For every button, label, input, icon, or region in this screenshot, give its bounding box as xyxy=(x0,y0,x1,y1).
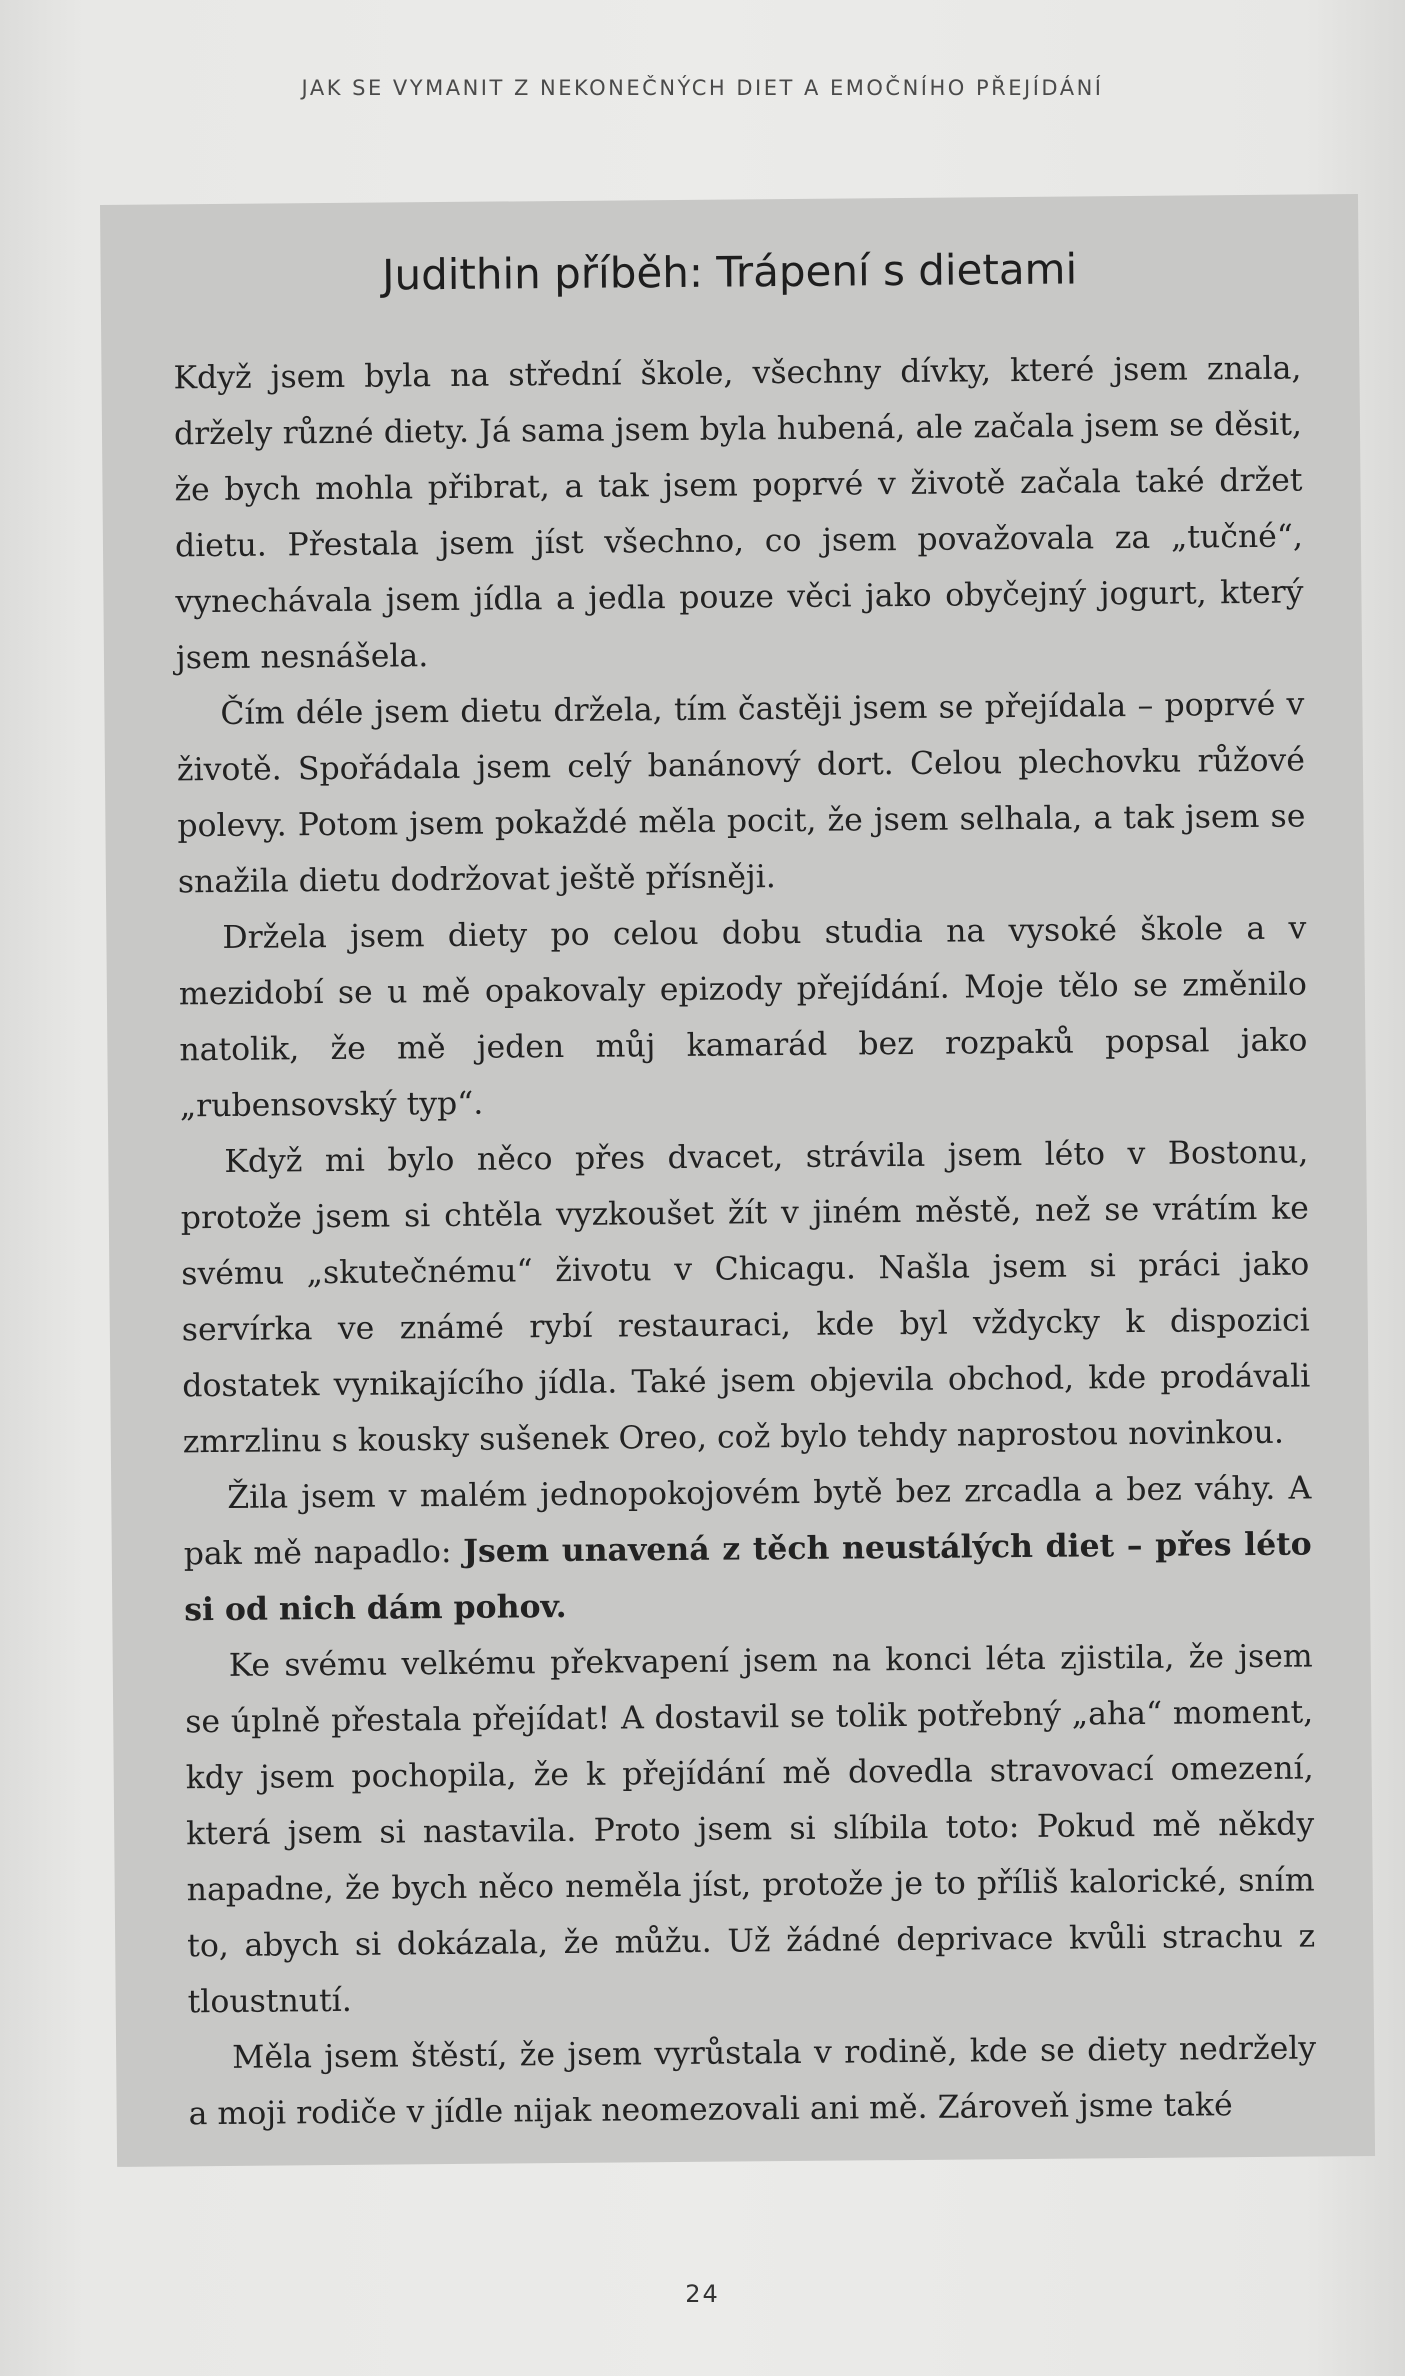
paragraph-5-bold: Jsem unavená z těch neustálých diet – přes léto si od nich dám pohov. xyxy=(184,1525,1312,1629)
box-title: Judithin příběh: Trápení s dietami xyxy=(381,244,1078,300)
box-body xyxy=(173,341,1317,2143)
paragraph-1: Když jsem byla na střední škole, všechny dívky, které jsem znala, držely různé diety. Já sama jsem byla hubená, ale začala jsem se děsit, že bych mohla přibrat, a tak jsem poprvé v životě začala také držet dietu. Přestala jsem jíst všechno, co jsem považovala za „tučné“, vynechávala jsem jídla a jedla pouze věci jako obyčejný jogurt, který jsem nesnášela. xyxy=(173,350,1304,677)
paragraph-6: Ke svému velkému překvapení jsem na konci léta zjistila, že jsem se úplně přestala přejídat! A dostavil se tolik potřebný „aha“ moment, kdy jsem pochopila, že k přejídání mě dovedla stravovací omezení, která jsem si nastavila. Proto jsem si slíbila toto: Pokud mě někdy napadne, že bych něco neměla jíst, protože je to příliš kalorické, sním to, abych si dokázala, že můžu. Už žádné deprivace kvůli strachu z tloustnutí. xyxy=(185,1638,1316,2021)
page-number: 24 xyxy=(685,2280,720,2308)
paragraph-5 xyxy=(183,1460,1312,1638)
paragraph-4: Když mi bylo něco přes dvacet, strávila jsem léto v Bostonu, protože jsem si chtěla vyzkoušet žít v jiném městě, než se vrátím ke svému „skutečnému“ životu v Chicagu. Našla jsem si práci jako servírka ve známé rybí restauraci, kde byl vždycky k dispozici dostatek vynikajícího jídla. Také jsem objevila obchod, kde prodávali zmrzlinu s kousky sušenek Oreo, což bylo tehdy naprostou novinkou. xyxy=(180,1134,1311,1461)
running-head: JAK SE VYMANIT Z NEKONEČNÝCH DIET A EMOČNÍHO PŘEJÍDÁNÍ xyxy=(301,76,1104,100)
paragraph-5-text: Žila jsem v malém jednopokojovém bytě bez zrcadla a bez váhy. A pak mě napadlo: xyxy=(183,1470,1312,1573)
paragraph-2: Čím déle jsem dietu držela, tím častěji jsem se přejídala – poprvé v životě. Spořádala jsem celý banánový dort. Celou plechovku růžové polevy. Potom jsem pokaždé měla pocit, že jsem selhala, a tak jsem se snažila dietu dodržovat ještě přísněji. xyxy=(176,686,1306,901)
sidebar-box xyxy=(100,194,1375,2167)
paragraph-3: Držela jsem diety po celou dobu studia na vysoké škole a v mezidobí se u mě opakovaly epizody přejídání. Moje tělo se změnilo natolik, že mě jeden můj kamarád bez rozpaků popsal jako „rubensovský typ“. xyxy=(178,910,1308,1125)
paragraph-7: Měla jsem štěstí, že jsem vyrůstala v rodině, kde se diety nedržely a moji rodiče v jídle nijak neomezovali ani mě. Zároveň jsme také xyxy=(188,2030,1317,2133)
